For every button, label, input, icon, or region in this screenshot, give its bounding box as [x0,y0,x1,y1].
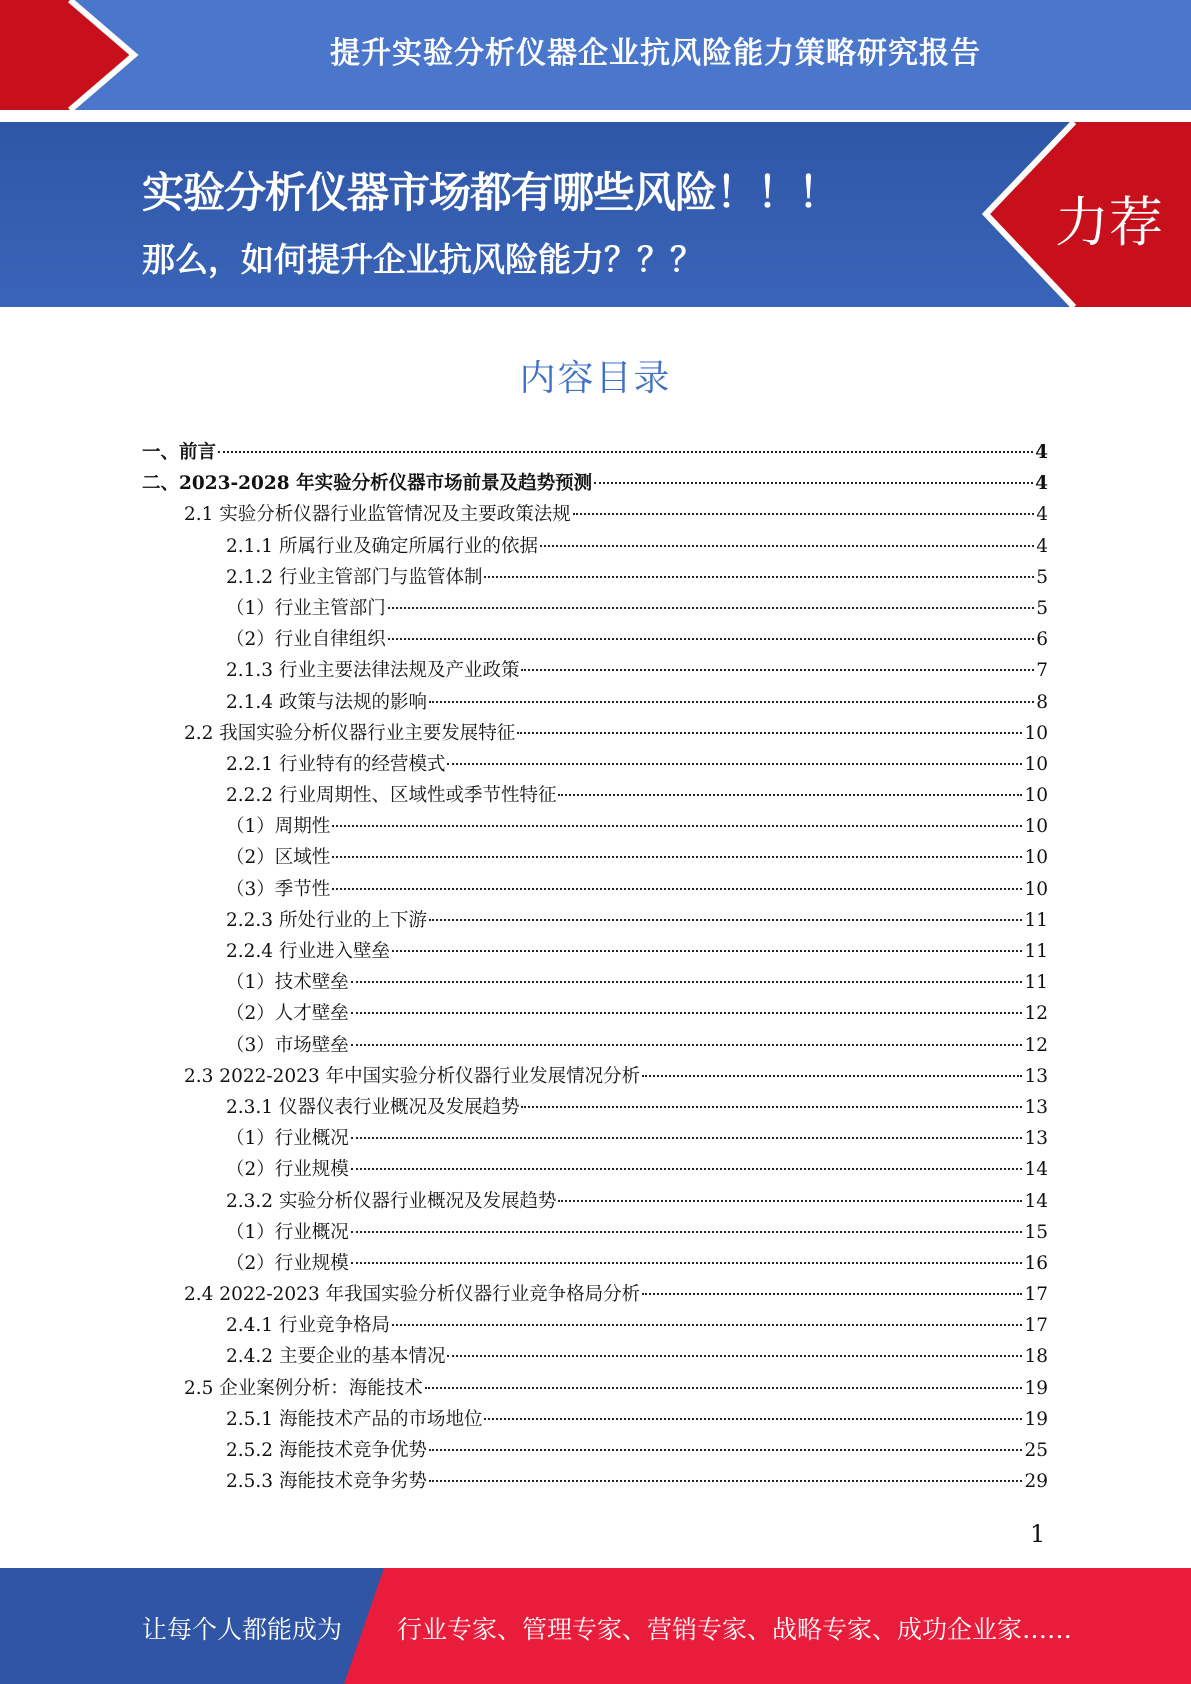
footer-slogan-left: 让每个人都能成为 [142,1615,343,1644]
toc-entry-label: 2.5.2 海能技术竞争优势 [226,1440,427,1461]
toc-entry-label: （1）行业主管部门 [226,597,386,619]
toc-entry[interactable] [142,1092,1048,1123]
report-title: 提升实验分析仪器企业抗风险能力策略研究报告 [330,36,981,71]
toc-entry-page: 11 [1024,909,1048,931]
toc-entry[interactable] [142,874,1048,905]
toc-entry-label: 2.2.4 行业进入壁垒 [226,941,390,962]
toc-dot-leader [388,607,1034,609]
toc-entry-label: 2.2.1 行业特有的经营模式 [226,753,446,775]
toc-dot-leader [594,482,1033,484]
toc-entry-page: 10 [1024,878,1048,900]
toc-entry-page: 8 [1036,691,1048,713]
toc-dot-leader [447,1355,1022,1357]
toc-dot-leader [429,919,1022,921]
page-number: 1 [1030,1520,1046,1548]
toc-entry-page: 12 [1024,1003,1048,1025]
toc-title: 内容目录 [519,358,672,399]
toc-entry-page: 6 [1036,629,1048,651]
toc-entry[interactable] [142,1435,1048,1466]
toc-dot-leader [521,669,1034,671]
toc-entry[interactable] [142,967,1048,998]
hero-banner [0,122,1191,307]
toc-entry[interactable] [142,1186,1048,1217]
toc-entry-label: （1）行业概况 [226,1128,349,1150]
toc-entry-label: 一、前言 [142,442,217,463]
toc-entry-label: 2.4 2022-2023 年我国实验分析仪器行业竞争格局分析 [184,1284,641,1306]
footer-banner [0,1568,1191,1684]
toc-entry-label: 2.3.2 实验分析仪器行业概况及发展趋势 [226,1190,557,1212]
toc-entry-page: 10 [1024,785,1048,807]
toc-entry-label: 2.3.1 仪器仪表行业概况及发展趋势 [226,1096,520,1118]
toc-entry[interactable] [142,1217,1048,1248]
toc-entry-label: （2）行业自律组织 [226,629,386,651]
toc-entry-label: 2.5 企业案例分析：海能技术 [184,1377,423,1399]
toc-entry-page: 10 [1024,847,1048,869]
toc-entry-label: 2.2.2 行业周期性、区域性或季节性特征 [226,785,557,807]
toc-entry-label: （2）行业规模 [226,1252,349,1274]
toc-dot-leader [351,1012,1023,1014]
toc-entry-label: （1）技术壁垒 [226,972,349,994]
toc-dot-leader [429,1449,1022,1451]
toc-entry-label: 2.1.2 行业主管部门与监管体制 [226,566,483,588]
toc-entry-label: （2）行业规模 [226,1159,349,1181]
toc-entry[interactable] [142,998,1048,1029]
toc-dot-leader [573,513,1034,515]
toc-entry-page: 7 [1036,660,1048,682]
hero-subheadline: 那么，如何提升企业抗风险能力？？？ [142,240,703,279]
toc-entry-label: （3）市场壁垒 [226,1034,349,1056]
toc-entry-label: 2.1 实验分析仪器行业监管情况及主要政策法规 [184,504,571,526]
toc-entry[interactable] [142,531,1048,562]
table-of-contents [142,437,1048,1497]
toc-entry-label: 2.5.1 海能技术产品的市场地位 [226,1408,483,1430]
toc-entry[interactable] [142,811,1048,842]
toc-dot-leader [388,638,1034,640]
toc-entry[interactable] [142,1310,1048,1341]
toc-entry-page: 11 [1024,941,1048,962]
toc-dot-leader [484,1418,1022,1420]
toc-dot-leader [392,1324,1022,1326]
footer-slogan-right: 行业专家、管理专家、营销专家、战略专家、成功企业家…… [397,1615,1073,1644]
toc-entry-label: （2）人才壁垒 [226,1003,349,1025]
toc-dot-leader [484,576,1034,578]
toc-entry[interactable] [142,1279,1048,1310]
toc-entry-label: （1）行业概况 [226,1221,349,1243]
toc-entry-page: 14 [1024,1190,1048,1212]
toc-entry-page: 4 [1035,473,1048,495]
toc-entry[interactable] [142,1248,1048,1279]
top-banner [0,0,1191,112]
toc-entry-page: 18 [1024,1346,1048,1368]
toc-entry-page: 10 [1024,753,1048,775]
toc-entry-page: 4 [1036,535,1048,557]
hero-headline: 实验分析仪器市场都有哪些风险！！！ [142,168,840,217]
toc-dot-leader [558,1200,1022,1202]
toc-dot-leader [351,1044,1023,1046]
toc-dot-leader [351,1262,1023,1264]
toc-entry-label: 2.2.3 所处行业的上下游 [226,909,427,931]
toc-dot-leader [351,1231,1023,1233]
toc-dot-leader [218,451,1033,453]
toc-entry[interactable] [142,499,1048,530]
toc-dot-leader [351,1137,1023,1139]
toc-dot-leader [642,1075,1022,1077]
toc-entry-label: 二、2023-2028 年实验分析仪器市场前景及趋势预测 [142,473,593,495]
toc-entry-page: 25 [1024,1440,1048,1461]
toc-entry-label: （1）周期性 [226,816,331,838]
toc-entry[interactable] [142,842,1048,873]
recommend-badge: 力荐 [1055,191,1163,254]
toc-dot-leader [332,825,1022,827]
toc-entry[interactable] [142,780,1048,811]
toc-entry-page: 10 [1024,722,1048,744]
toc-entry[interactable] [142,905,1048,936]
toc-dot-leader [447,763,1022,765]
toc-entry-page: 13 [1024,1096,1048,1118]
toc-entry[interactable] [142,936,1048,967]
toc-entry[interactable] [142,1154,1048,1185]
toc-dot-leader [351,981,1023,983]
toc-entry-page: 19 [1024,1377,1048,1399]
toc-dot-leader [540,545,1034,547]
toc-entry-page: 4 [1035,442,1048,463]
toc-entry-page: 12 [1024,1034,1048,1056]
toc-dot-leader [351,1168,1023,1170]
toc-entry-label: （2）区域性 [226,847,331,869]
toc-dot-leader [332,888,1022,890]
toc-dot-leader [392,950,1022,952]
toc-entry-label: （3）季节性 [226,878,331,900]
toc-dot-leader [517,732,1022,734]
toc-entry-page: 5 [1036,597,1048,619]
toc-entry[interactable] [142,1061,1048,1092]
toc-entry-label: 2.5.3 海能技术竞争劣势 [226,1471,427,1493]
toc-entry[interactable] [142,655,1048,686]
toc-entry-page: 17 [1024,1284,1048,1306]
toc-entry-label: 2.2 我国实验分析仪器行业主要发展特征 [184,722,516,744]
toc-entry-label: 2.4.2 主要企业的基本情况 [226,1346,446,1368]
toc-entry-page: 17 [1024,1315,1048,1337]
toc-dot-leader [429,701,1034,703]
toc-entry[interactable] [142,1030,1048,1061]
toc-entry[interactable] [142,468,1048,499]
toc-entry-page: 13 [1024,1065,1048,1087]
toc-entry[interactable] [142,562,1048,593]
toc-entry-page: 29 [1024,1471,1048,1493]
toc-dot-leader [429,1480,1022,1482]
toc-entry[interactable] [142,437,1048,468]
toc-entry-page: 4 [1036,504,1048,526]
toc-entry-label: 2.1.4 政策与法规的影响 [226,691,427,713]
toc-entry[interactable] [142,749,1048,780]
toc-entry-page: 16 [1024,1252,1048,1274]
toc-dot-leader [332,856,1022,858]
toc-entry[interactable] [142,593,1048,624]
toc-entry-page: 19 [1024,1408,1048,1430]
toc-entry[interactable] [142,1404,1048,1435]
toc-dot-leader [642,1293,1022,1295]
toc-entry-page: 10 [1024,816,1048,838]
toc-entry-page: 14 [1024,1159,1048,1181]
toc-entry-label: 2.3 2022-2023 年中国实验分析仪器行业发展情况分析 [184,1065,641,1087]
toc-entry-page: 13 [1024,1128,1048,1150]
toc-entry[interactable] [142,1341,1048,1372]
toc-entry-label: 2.1.3 行业主要法律法规及产业政策 [226,660,520,682]
toc-entry[interactable] [142,718,1048,749]
toc-entry-page: 5 [1036,566,1048,588]
toc-entry-page: 11 [1024,972,1048,994]
toc-entry[interactable] [142,1466,1048,1497]
toc-entry[interactable] [142,1373,1048,1404]
toc-dot-leader [521,1106,1022,1108]
toc-entry-page: 15 [1024,1221,1048,1243]
toc-entry[interactable] [142,624,1048,655]
toc-entry[interactable] [142,687,1048,718]
toc-dot-leader [425,1387,1023,1389]
toc-entry-label: 2.4.1 行业竞争格局 [226,1315,390,1337]
toc-dot-leader [558,794,1022,796]
toc-entry[interactable] [142,1123,1048,1154]
toc-entry-label: 2.1.1 所属行业及确定所属行业的依据 [226,535,538,557]
